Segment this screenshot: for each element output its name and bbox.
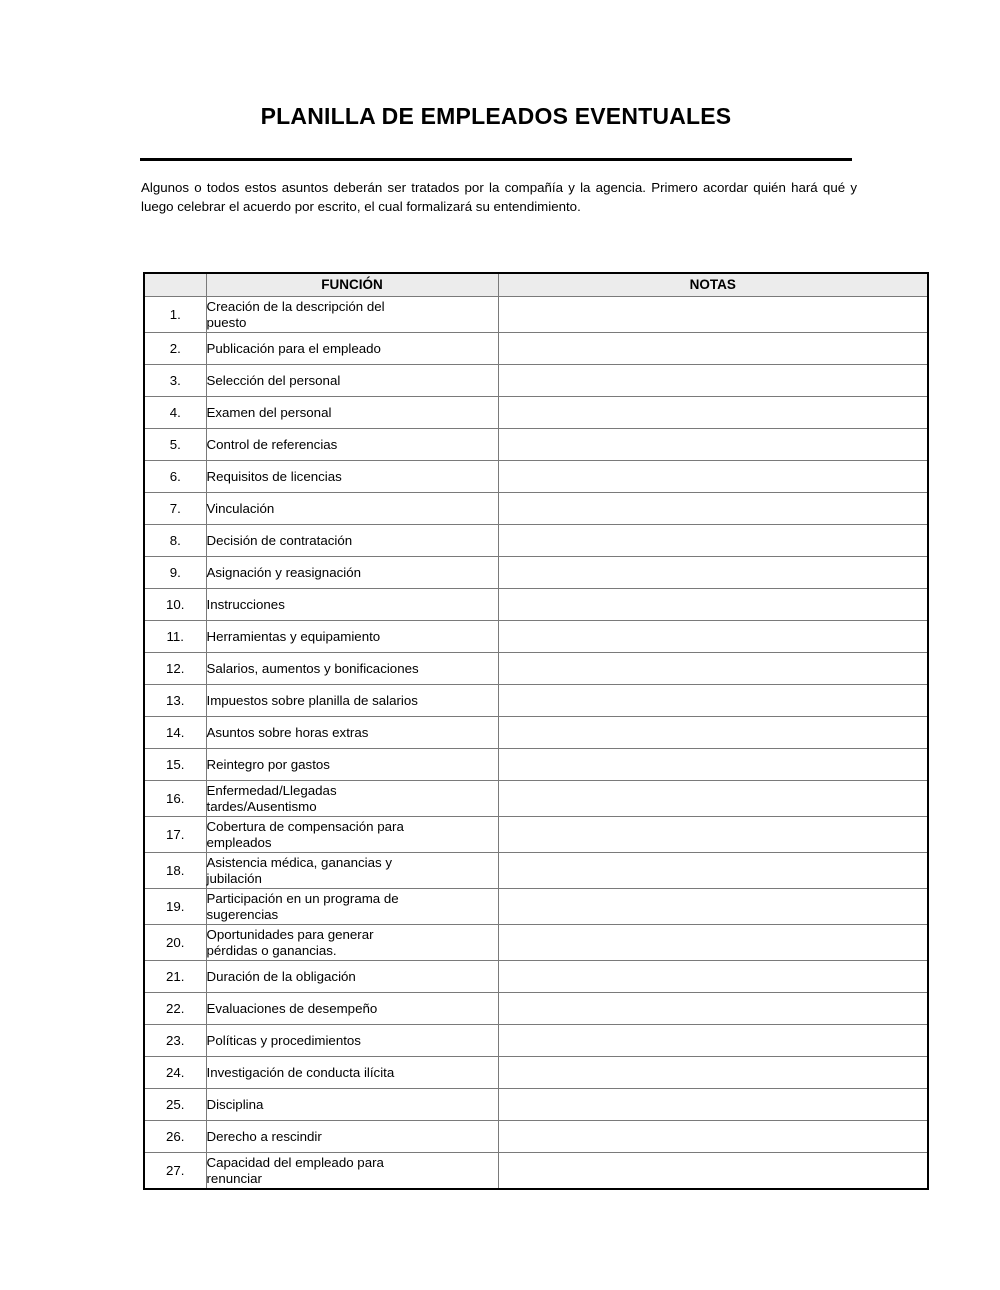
- row-number: 14.: [144, 717, 206, 749]
- row-function-line: Selección del personal: [206, 372, 341, 388]
- row-notes-cell[interactable]: [498, 621, 928, 653]
- row-function: [206, 493, 498, 525]
- table-row: [144, 889, 928, 925]
- row-number: 2.: [144, 333, 206, 365]
- page-title: PLANILLA DE EMPLEADOS EVENTUALES: [260, 103, 732, 129]
- table-row: [144, 429, 928, 461]
- table-header: [144, 273, 928, 297]
- row-function: [206, 685, 498, 717]
- row-function-line: Vinculación: [206, 500, 275, 516]
- row-number: 3.: [144, 365, 206, 397]
- row-function: [206, 993, 498, 1025]
- row-function: [206, 817, 498, 853]
- row-function-line: Duración de la obligación: [206, 968, 356, 984]
- row-function-line: sugerencias: [206, 906, 279, 922]
- table-row: [144, 1121, 928, 1153]
- row-function-line: Capacidad del empleado para: [206, 1154, 384, 1170]
- row-number: 16.: [144, 781, 206, 817]
- table-row: [144, 1153, 928, 1190]
- row-function: [206, 889, 498, 925]
- row-notes-cell[interactable]: [498, 493, 928, 525]
- row-number: 20.: [144, 925, 206, 961]
- row-notes-cell[interactable]: [498, 889, 928, 925]
- row-function-line: Derecho a rescindir: [206, 1128, 322, 1144]
- row-number: 10.: [144, 589, 206, 621]
- row-notes-cell[interactable]: [498, 333, 928, 365]
- row-function: [206, 333, 498, 365]
- row-function: [206, 525, 498, 557]
- row-function-line: Decisión de contratación: [206, 532, 353, 548]
- row-function-line: Cobertura de compensación para: [206, 818, 404, 834]
- row-function-line: Impuestos sobre planilla de salarios: [206, 692, 418, 708]
- table-row: [144, 1057, 928, 1089]
- row-function-line: Asistencia médica, ganancias y: [206, 854, 393, 870]
- column-header-notes: NOTAS: [498, 273, 928, 297]
- row-function-line: Evaluaciones de desempeño: [206, 1000, 378, 1016]
- row-number: 24.: [144, 1057, 206, 1089]
- table-row: [144, 365, 928, 397]
- row-number: 11.: [144, 621, 206, 653]
- row-function: [206, 297, 498, 333]
- row-notes-cell[interactable]: [498, 525, 928, 557]
- row-function: [206, 1025, 498, 1057]
- table-row: [144, 557, 928, 589]
- table-row: [144, 333, 928, 365]
- row-function: [206, 589, 498, 621]
- function-table-container: [143, 272, 929, 1190]
- row-number: 4.: [144, 397, 206, 429]
- row-notes-cell[interactable]: [498, 961, 928, 993]
- table-row: [144, 961, 928, 993]
- row-function-line: jubilación: [206, 870, 262, 886]
- row-notes-cell[interactable]: [498, 297, 928, 333]
- row-function: [206, 781, 498, 817]
- table-row: [144, 397, 928, 429]
- row-number: 22.: [144, 993, 206, 1025]
- row-function: [206, 653, 498, 685]
- row-notes-cell[interactable]: [498, 1153, 928, 1190]
- row-notes-cell[interactable]: [498, 397, 928, 429]
- table-row: [144, 589, 928, 621]
- row-function: [206, 961, 498, 993]
- table-row: [144, 297, 928, 333]
- row-notes-cell[interactable]: [498, 557, 928, 589]
- row-number: 15.: [144, 749, 206, 781]
- row-function: [206, 717, 498, 749]
- row-notes-cell[interactable]: [498, 1089, 928, 1121]
- row-function: [206, 461, 498, 493]
- row-function: [206, 1121, 498, 1153]
- row-number: 27.: [144, 1153, 206, 1190]
- row-notes-cell[interactable]: [498, 589, 928, 621]
- row-function-line: tardes/Ausentismo: [206, 798, 317, 814]
- row-function-line: Herramientas y equipamiento: [206, 628, 381, 644]
- row-notes-cell[interactable]: [498, 717, 928, 749]
- row-function-line: Políticas y procedimientos: [206, 1032, 361, 1048]
- column-header-number: [144, 273, 206, 297]
- row-function: [206, 621, 498, 653]
- table-row: [144, 653, 928, 685]
- row-function: [206, 397, 498, 429]
- row-number: 7.: [144, 493, 206, 525]
- row-function-line: puesto: [206, 314, 247, 330]
- row-notes-cell[interactable]: [498, 817, 928, 853]
- row-notes-cell[interactable]: [498, 685, 928, 717]
- row-number: 1.: [144, 297, 206, 333]
- row-notes-cell[interactable]: [498, 365, 928, 397]
- intro-paragraph: Algunos o todos estos asuntos deberán ser tratados por la compañía y la agencia. Primero acordar quién hará qué y luego celebrar el acuerdo por escrito, el cual formalizará su entendimiento.: [141, 180, 857, 214]
- row-function: [206, 853, 498, 889]
- row-function-line: Reintegro por gastos: [206, 756, 330, 772]
- table-row: [144, 925, 928, 961]
- table-body: [144, 297, 928, 1190]
- table-row: [144, 1025, 928, 1057]
- table-row: [144, 993, 928, 1025]
- row-function-line: Participación en un programa de: [206, 890, 399, 906]
- row-notes-cell[interactable]: [498, 429, 928, 461]
- row-function: [206, 1153, 498, 1190]
- row-notes-cell[interactable]: [498, 1057, 928, 1089]
- row-number: 21.: [144, 961, 206, 993]
- row-notes-cell[interactable]: [498, 653, 928, 685]
- row-function-line: Disciplina: [206, 1096, 264, 1112]
- row-function: [206, 1089, 498, 1121]
- row-function: [206, 925, 498, 961]
- table-row: [144, 525, 928, 557]
- row-function-line: Examen del personal: [206, 404, 332, 420]
- row-function-line: Control de referencias: [206, 436, 338, 452]
- table-row: [144, 493, 928, 525]
- table-row: [144, 749, 928, 781]
- row-function-line: Asuntos sobre horas extras: [206, 724, 369, 740]
- row-function-line: renunciar: [206, 1170, 262, 1186]
- row-function-line: pérdidas o ganancias.: [206, 942, 337, 958]
- row-number: 18.: [144, 853, 206, 889]
- row-number: 12.: [144, 653, 206, 685]
- row-function-line: Publicación para el empleado: [206, 340, 381, 356]
- row-number: 26.: [144, 1121, 206, 1153]
- row-notes-cell[interactable]: [498, 853, 928, 889]
- row-function: [206, 749, 498, 781]
- table-row: [144, 1089, 928, 1121]
- table-row: [144, 853, 928, 889]
- row-function-line: Oportunidades para generar: [206, 926, 374, 942]
- row-number: 23.: [144, 1025, 206, 1057]
- table-row: [144, 717, 928, 749]
- row-number: 25.: [144, 1089, 206, 1121]
- row-function-line: Enfermedad/Llegadas: [206, 782, 337, 798]
- row-function-line: Requisitos de licencias: [206, 468, 342, 484]
- row-number: 8.: [144, 525, 206, 557]
- row-function: [206, 365, 498, 397]
- row-function-line: Salarios, aumentos y bonificaciones: [206, 660, 419, 676]
- row-function: [206, 557, 498, 589]
- row-function-line: empleados: [206, 834, 272, 850]
- row-notes-cell[interactable]: [498, 1025, 928, 1057]
- table-row: [144, 621, 928, 653]
- row-notes-cell[interactable]: [498, 781, 928, 817]
- row-notes-cell[interactable]: [498, 749, 928, 781]
- row-number: 17.: [144, 817, 206, 853]
- table-row: [144, 461, 928, 493]
- table-row: [144, 817, 928, 853]
- row-function-line: Creación de la descripción del: [206, 298, 385, 314]
- row-function-line: Investigación de conducta ilícita: [206, 1064, 395, 1080]
- table-row: [144, 685, 928, 717]
- row-function-line: Asignación y reasignación: [206, 564, 361, 580]
- row-notes-cell[interactable]: [498, 993, 928, 1025]
- row-number: 5.: [144, 429, 206, 461]
- table-row: [144, 781, 928, 817]
- row-notes-cell[interactable]: [498, 1121, 928, 1153]
- table-header-row: [144, 273, 928, 297]
- column-header-function: FUNCIÓN: [206, 273, 498, 297]
- row-number: 19.: [144, 889, 206, 925]
- row-function: [206, 429, 498, 461]
- row-number: 9.: [144, 557, 206, 589]
- row-function-line: Instrucciones: [206, 596, 285, 612]
- row-notes-cell[interactable]: [498, 461, 928, 493]
- row-function: [206, 1057, 498, 1089]
- row-notes-cell[interactable]: [498, 925, 928, 961]
- title-divider: [140, 158, 852, 161]
- row-number: 13.: [144, 685, 206, 717]
- row-number: 6.: [144, 461, 206, 493]
- function-notes-table: [143, 272, 929, 1190]
